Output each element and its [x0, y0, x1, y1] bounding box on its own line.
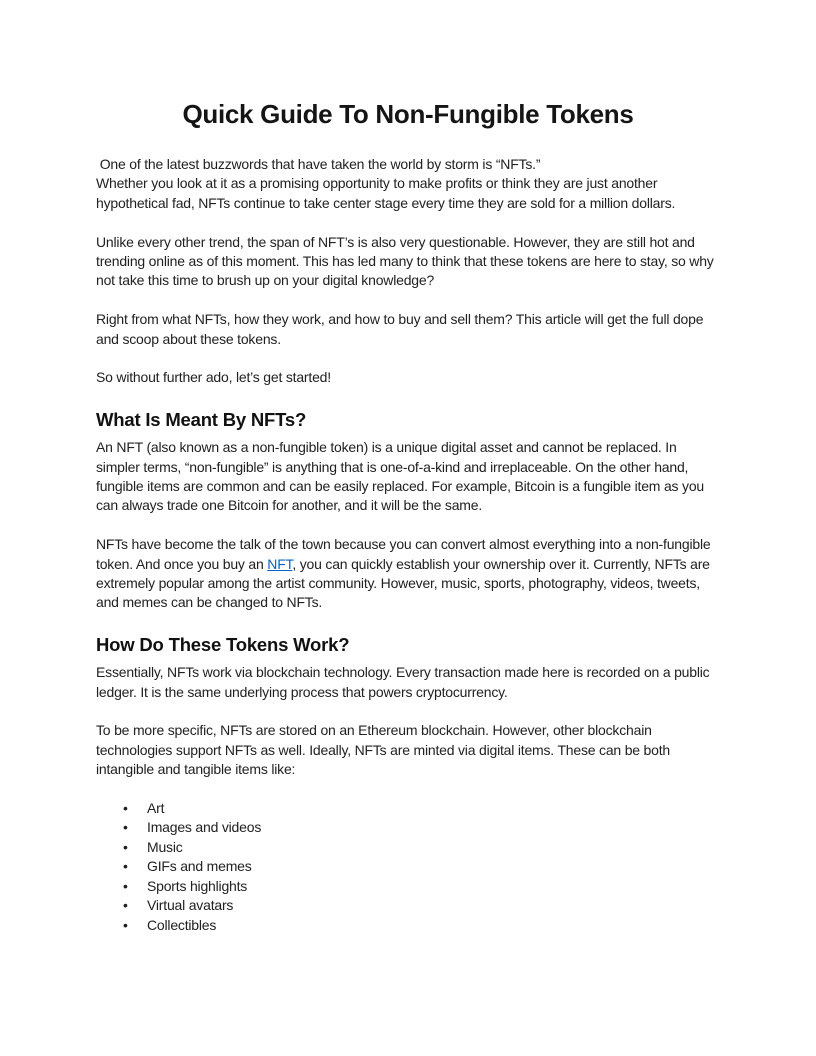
list-item	[96, 799, 720, 818]
list-item	[96, 877, 720, 896]
what-paragraph-1: An NFT (also known as a non-fungible token) is a unique digital asset and cannot be replaced. In simpler terms, “non-fungible” is anything that is one-of-a-kind and irreplaceable. On the other hand, fungible items are common and can be easily replaced. For example, Bitcoin is a fungible item as you can always trade one Bitcoin for another, and it will be the same.	[96, 439, 708, 514]
what-paragraph-2-before-link: NFTs have become the talk of the town because you can convert almost everything into a non-fungible token. And once you buy an	[96, 536, 715, 572]
list-item-text: Collectibles	[147, 916, 217, 933]
section-heading-how-do-these-tokens-work: How Do These Tokens Work?	[96, 634, 350, 656]
list-item-text: Virtual avatars	[147, 897, 234, 914]
intro-paragraph-1: One of the latest buzzwords that have taken the world by storm is “NFTs.” Whether you look at it as a promising opportunity to make profits or think they are just another hypothetical fad, NFTs continue to take center stage every time they are sold for a million dollars.	[96, 156, 676, 211]
bullet-icon: •	[123, 858, 128, 875]
list-item-text: Music	[147, 838, 183, 855]
bullet-icon: •	[123, 800, 128, 817]
list-item	[96, 916, 720, 935]
how-paragraph-2: To be more specific, NFTs are stored on an Ethereum blockchain. However, other blockchain technologies support NFTs as well. Ideally, NFTs are minted via digital items. These can be both intangible and tangible items like:	[96, 722, 674, 778]
list-item-text: Art	[147, 800, 165, 817]
list-item-text: GIFs and memes	[147, 858, 252, 875]
what-paragraph-2	[96, 535, 720, 613]
bullet-icon: •	[123, 819, 128, 836]
list-item	[96, 838, 720, 857]
list-item-text: Sports highlights	[147, 877, 248, 894]
list-item	[96, 896, 720, 915]
intro-paragraph-3: Right from what NFTs, how they work, and how to buy and sell them? This article will get the full dope and scoop about these tokens.	[96, 311, 708, 347]
bullet-icon: •	[123, 916, 128, 933]
list-item	[96, 818, 720, 837]
list-item-text: Images and videos	[147, 819, 262, 836]
nft-item-types-list	[96, 799, 720, 935]
list-item	[96, 857, 720, 876]
how-paragraph-1: Essentially, NFTs work via blockchain technology. Every transaction made here is recorded on a public ledger. It is the same underlying process that powers cryptocurrency.	[96, 664, 714, 700]
what-paragraph-2-after-link: , you can quickly establish your ownership over it. Currently, NFTs are extremely popular among the artist community. However, music, sports, photography, videos, tweets, and memes can be changed to NFTs.	[96, 555, 714, 611]
bullet-icon: •	[123, 897, 128, 914]
document-title: Quick Guide To Non-Fungible Tokens	[182, 99, 634, 129]
bullet-icon: •	[123, 877, 128, 894]
bullet-icon: •	[123, 838, 128, 855]
nft-hyperlink[interactable]: NFT	[267, 555, 293, 572]
intro-paragraph-2: Unlike every other trend, the span of NFT’s is also very questionable. However, they are still hot and trending online as of this moment. This has led many to think that these tokens are here to stay, so why not take this time to brush up on your digital knowledge?	[96, 233, 718, 289]
section-heading-what-is-meant-by-nfts: What Is Meant By NFTs?	[96, 409, 307, 431]
intro-paragraph-4: So without further ado, let’s get started!	[96, 369, 331, 386]
